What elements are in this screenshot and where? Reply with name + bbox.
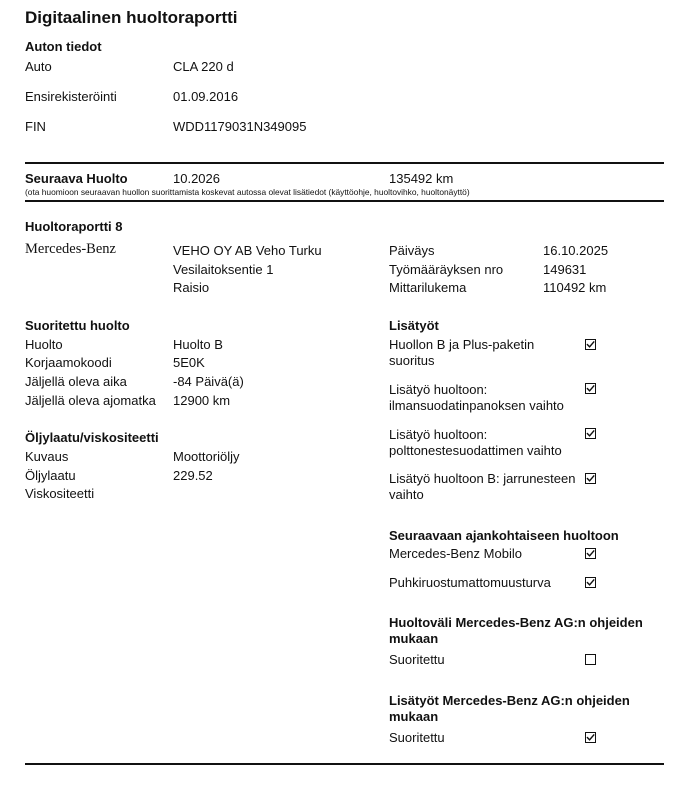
checkmark-icon <box>586 429 595 438</box>
service-label: Huolto <box>25 337 63 352</box>
dealer-street: Vesilaitoksentie 1 <box>173 262 274 277</box>
oil-quality-label: Öljylaatu <box>25 468 76 483</box>
interval-done-checkbox[interactable] <box>585 654 596 665</box>
checkmark-icon <box>586 474 595 483</box>
checkmark-icon <box>586 549 595 558</box>
extra-work-item-label: Lisätyö huoltoon: polttonestesuodattimen vaihto <box>389 427 562 458</box>
viscosity-label: Viskositeetti <box>25 486 95 501</box>
mobilo-checkbox[interactable] <box>585 548 596 559</box>
mobilo-label: Mercedes-Benz Mobilo <box>389 546 522 561</box>
performed-service-heading: Suoritettu huolto <box>25 318 130 333</box>
registration-value: 01.09.2016 <box>173 89 239 104</box>
interval-done-label: Suoritettu <box>389 652 445 667</box>
service-value: Huolto B <box>173 337 223 352</box>
next-service-note: (ota huomioon seuraavan huollon suorittamista koskevat autossa olevat lisätiedot (käyttöohje, huoltovihko, huoltonäyttö) <box>25 187 470 197</box>
extra-work-item-label: Lisätyö huoltoon B: jarrunesteen vaihto <box>389 471 576 502</box>
checkmark-icon <box>586 733 595 742</box>
workshop-code-label: Korjaamokoodi <box>25 355 112 370</box>
extra-work-checkbox[interactable] <box>585 383 596 394</box>
next-service-km: 135492 km <box>389 171 454 186</box>
car-label: Auto <box>25 59 52 74</box>
extra-mb-done-label: Suoritettu <box>389 730 445 745</box>
checkmark-icon <box>586 340 595 349</box>
rust-guarantee-checkbox[interactable] <box>585 577 596 588</box>
fin-label: FIN <box>25 119 46 134</box>
remaining-distance-value: 12900 km <box>173 393 231 408</box>
extra-work-checkbox[interactable] <box>585 339 596 350</box>
extra-work-checkbox[interactable] <box>585 428 596 439</box>
work-order-value: 149631 <box>543 262 587 277</box>
workshop-code-value: 5E0K <box>173 355 205 370</box>
work-order-label: Työmääräyksen nro <box>389 262 504 277</box>
car-info-heading: Auton tiedot <box>25 39 102 54</box>
car-value: CLA 220 d <box>173 59 234 74</box>
dealer-name: VEHO OY AB Veho Turku <box>173 243 322 258</box>
brand-logo: Mercedes-Benz <box>25 241 116 257</box>
date-label: Päiväys <box>389 243 435 258</box>
registration-label: Ensirekisteröinti <box>25 89 117 104</box>
dealer-city: Raisio <box>173 280 210 295</box>
divider-bottom <box>25 200 664 202</box>
extra-work-item-label: Lisätyö huoltoon: ilmansuodatinpanoksen vaihto <box>389 382 564 413</box>
next-current-heading: Seuraavaan ajankohtaiseen huoltoon <box>389 528 619 543</box>
checkmark-icon <box>586 578 595 587</box>
fin-value: WDD1179031N349095 <box>173 119 307 134</box>
oil-heading: Öljylaatu/viskositeetti <box>25 430 159 445</box>
interval-heading: Huoltoväli Mercedes-Benz AG:n ohjeiden mukaan <box>389 615 643 646</box>
odometer-label: Mittarilukema <box>389 280 467 295</box>
divider-footer <box>25 763 664 765</box>
remaining-time-label: Jäljellä oleva aika <box>25 374 127 389</box>
oil-quality-value: 229.52 <box>173 468 213 483</box>
odometer-value: 110492 km <box>543 280 607 295</box>
checkmark-icon <box>586 384 595 393</box>
remaining-distance-label: Jäljellä oleva ajomatka <box>25 393 156 408</box>
oil-description-label: Kuvaus <box>25 449 69 464</box>
extra-work-checkbox[interactable] <box>585 473 596 484</box>
rust-guarantee-label: Puhkiruostumattomuusturva <box>389 575 551 590</box>
date-value: 16.10.2025 <box>543 243 609 258</box>
remaining-time-value: -84 Päivä(ä) <box>173 374 244 389</box>
extra-mb-heading: Lisätyöt Mercedes-Benz AG:n ohjeiden mukaan <box>389 693 630 724</box>
page-title: Digitaalinen huoltoraportti <box>25 8 238 27</box>
next-service-label: Seuraava Huolto <box>25 171 128 186</box>
report-heading: Huoltoraportti 8 <box>25 219 123 234</box>
extra-work-heading: Lisätyöt <box>389 318 439 333</box>
extra-mb-done-checkbox[interactable] <box>585 732 596 743</box>
extra-work-item-label: Huollon B ja Plus-paketin suoritus <box>389 337 535 368</box>
oil-description-value: Moottoriöljy <box>173 449 240 464</box>
next-service-date: 10.2026 <box>173 171 220 186</box>
divider-top <box>25 162 664 164</box>
